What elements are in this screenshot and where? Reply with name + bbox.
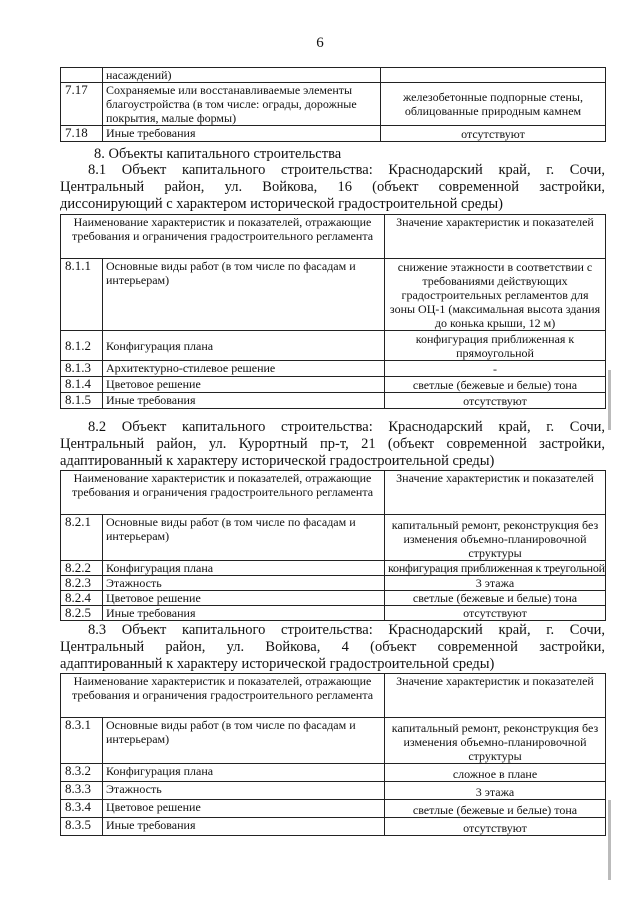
row-label: Иные требования [103,818,385,836]
row-number: 8.2.4 [61,591,103,606]
table-row [61,361,606,377]
table-row [61,576,606,591]
scan-mark [608,370,611,430]
row-value: отсутствуют [385,606,606,621]
header-values: Значение характеристик и показателей [385,215,606,259]
page-number: 6 [316,35,324,51]
table-row [61,818,606,836]
row-number: 8.1.3 [61,361,103,377]
table-header-row [61,674,606,718]
row-value: 3 этажа [385,576,606,591]
row-number: 8.1.4 [61,377,103,393]
row-label: Цветовое решение [103,591,385,606]
row-label: насаждений) [103,68,381,83]
section-8-heading: 8. Объекты капитального строительства [94,146,342,162]
row-label: Цветовое решение [103,377,385,393]
row-label: Этажность [103,782,385,800]
row-value: - [385,361,606,377]
table-row [61,561,606,576]
table-row [61,126,606,142]
table-object-8-1 [60,214,606,409]
object-8-2-line-3: адаптированный к характеру исторической градостроительной среды) [60,453,495,469]
row-value: железобетонные подпорные стены, облицованные природным камнем [381,83,606,126]
row-label: Иные требования [103,606,385,621]
table-header-row [61,471,606,515]
row-value: конфигурация приближенная к прямоугольной [385,331,606,361]
table-row [61,393,606,409]
row-label: Основные виды работ (в том числе по фасадам и интерьерам) [103,515,385,561]
row-value: отсутствуют [381,126,606,142]
row-label: Иные требования [103,126,381,142]
table-row [61,718,606,764]
row-value: светлые (бежевые и белые) тона [385,377,606,393]
header-values: Значение характеристик и показателей [385,471,606,515]
row-value: снижение этажности в соответствии с требованиями действующих градостроительных регламентов для зоны ОЦ-1 (максимальная высота здания до конька крыши, 12 м) [385,259,606,331]
row-label: Архитектурно-стилевое решение [103,361,385,377]
row-number: 8.2.2 [61,561,103,576]
row-value: светлые (бежевые и белые) тона [385,800,606,818]
object-8-3-line-1: 8.3 Объект капитального строительства: Краснодарский край, г. Сочи, [88,622,605,638]
table-section-7 [60,67,606,142]
header-values: Значение характеристик и показателей [385,674,606,718]
row-label: Цветовое решение [103,800,385,818]
table-row [61,331,606,361]
row-value: отсутствуют [385,393,606,409]
row-number: 8.3.4 [61,800,103,818]
object-8-1-line-3: диссонирующий с характером исторической градостроительной среды) [60,196,503,212]
row-value: сложное в плане [385,764,606,782]
row-number: 8.1.1 [61,259,103,331]
row-number: 8.3.3 [61,782,103,800]
row-number: 8.3.5 [61,818,103,836]
scan-mark [608,800,611,880]
table-row [61,782,606,800]
table-row [61,259,606,331]
row-number: 8.2.5 [61,606,103,621]
table-header-row [61,215,606,259]
row-number: 8.2.3 [61,576,103,591]
header-characteristics: Наименование характеристик и показателей, отражающие требования и ограничения градостроительного регламента [61,471,385,515]
row-label: Конфигурация плана [103,764,385,782]
row-number: 8.1.2 [61,331,103,361]
table-row [61,800,606,818]
row-number [61,68,103,83]
object-8-2-line-1: 8.2 Объект капитального строительства: Краснодарский край, г. Сочи, [88,419,605,435]
table-object-8-2 [60,470,606,621]
table-row [61,515,606,561]
row-value: отсутствуют [385,818,606,836]
table-row [61,83,606,126]
row-label: Этажность [103,576,385,591]
object-8-3-line-2: Центральный район, ул. Войкова, 4 (объект современной застройки, [60,639,605,655]
table-row [61,764,606,782]
table-row [61,606,606,621]
row-number: 8.3.1 [61,718,103,764]
row-value: конфигурация приближенная к треугольной [385,561,606,576]
row-value: капитальный ремонт, реконструкция без изменения объемно-планировочной структуры [385,515,606,561]
row-label: Основные виды работ (в том числе по фасадам и интерьерам) [103,718,385,764]
table-row [61,68,606,83]
row-label: Конфигурация плана [103,331,385,361]
table-row [61,591,606,606]
object-8-1-line-1: 8.1 Объект капитального строительства: Краснодарский край, г. Сочи, [88,162,605,178]
row-number: 8.3.2 [61,764,103,782]
row-value: светлые (бежевые и белые) тона [385,591,606,606]
header-characteristics: Наименование характеристик и показателей, отражающие требования и ограничения градостроительного регламента [61,215,385,259]
row-number: 8.1.5 [61,393,103,409]
row-value: капитальный ремонт, реконструкция без изменения объемно-планировочной структуры [385,718,606,764]
row-number: 7.18 [61,126,103,142]
row-number: 7.17 [61,83,103,126]
row-value [381,68,606,83]
object-8-2-line-2: Центральный район, ул. Курортный пр-т, 21 (объект современной застройки, [60,436,605,452]
table-row [61,377,606,393]
row-label: Сохраняемые или восстанавливаемые элементы благоустройства (в том числе: ограды, дорожные покрытия, малые формы) [103,83,381,126]
row-value: 3 этажа [385,782,606,800]
object-8-3-line-3: адаптированный к характеру исторической градостроительной среды) [60,656,495,672]
header-characteristics: Наименование характеристик и показателей, отражающие требования и ограничения градостроительного регламента [61,674,385,718]
row-number: 8.2.1 [61,515,103,561]
row-label: Основные виды работ (в том числе по фасадам и интерьерам) [103,259,385,331]
row-label: Конфигурация плана [103,561,385,576]
table-object-8-3 [60,673,606,836]
object-8-1-line-2: Центральный район, ул. Войкова, 16 (объект современной застройки, [60,179,605,195]
row-label: Иные требования [103,393,385,409]
